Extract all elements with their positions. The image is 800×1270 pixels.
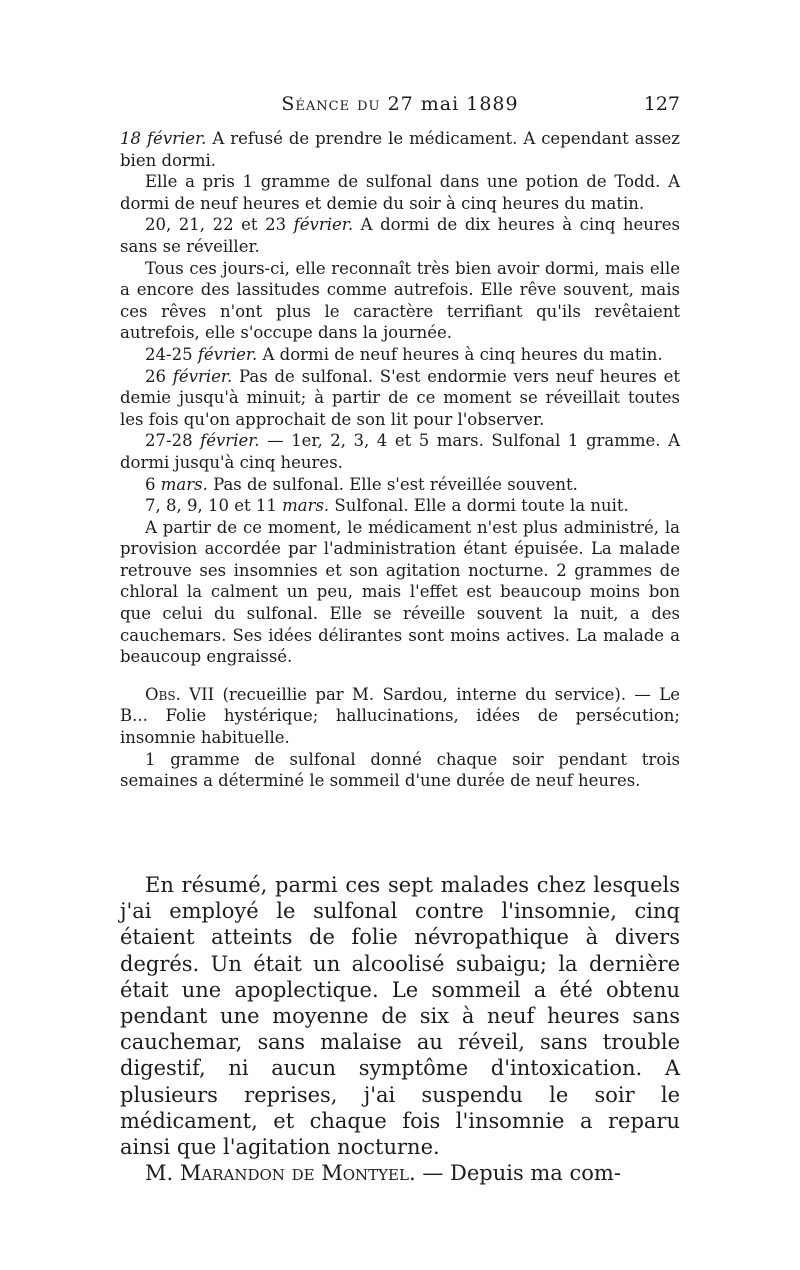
date-lead: 24-25 [145, 344, 198, 364]
paragraph-5 [120, 344, 680, 366]
date-lead: 20, 21, 22 et 23 [145, 215, 294, 235]
paragraph-7 [120, 430, 680, 473]
observation-intro: (recueillie par M. Sardou, interne du service). — Le B... Folie hystérique; hallucinations, idées de persécution; insomnie habituelle. [120, 684, 680, 748]
observation-label: Obs. VII [145, 684, 215, 704]
running-title-date: 27 mai 1889 [387, 93, 519, 115]
paragraph-text: Pas de sulfonal. Elle s'est réveillée souvent. [207, 474, 578, 494]
case-notes [120, 128, 680, 792]
date-lead: 6 [145, 474, 161, 494]
paragraph-4 [120, 258, 680, 344]
paragraph-1 [120, 128, 680, 171]
date-lead: 26 [145, 366, 173, 386]
running-title [120, 92, 680, 116]
paragraph-text: A partir de ce moment, le médicament n'est plus administré, la provision accordée par l'administration étant épuisée. La malade retrouve ses insomnies et son agitation nocturne. 2 grammes de chloral la calment un peu, mais l'effet est beaucoup moins bon que celui du sulfonal. Elle se réveille souvent la nuit, a des cauchemars. Ses idées délirantes sont moins actives. La malade a beaucoup engraissé. [120, 517, 680, 667]
paragraph-text: Sulfonal. Elle a dormi toute la nuit. [329, 496, 629, 516]
speaker-paragraph [120, 1160, 680, 1186]
running-title-prefix: Séance du [281, 93, 381, 115]
main-text [120, 872, 680, 1186]
date-lead: 7, 8, 9, 10 et 11 [145, 496, 283, 516]
paragraph-text: 1 gramme de sulfonal donné chaque soir pendant trois semaines a déterminé le sommeil d'une durée de neuf heures. [120, 749, 680, 791]
date-label: février. [200, 431, 260, 451]
date-lead: 27-28 [145, 431, 201, 451]
paragraph-6 [120, 366, 680, 431]
paragraph-text: A dormi de neuf heures à cinq heures du matin. [257, 344, 663, 364]
date-label: mars. [160, 474, 208, 494]
paragraph-text: A refusé de prendre le médicament. A cependant assez bien dormi. [120, 129, 680, 170]
paragraph-text: Tous ces jours-ci, elle reconnaît très bien avoir dormi, mais elle a encore des lassitudes comme autrefois. Elle rêve souvent, mais ces rêves n'ont plus le caractère terrifiant qu'ils revêtaient autrefois, elle s'occupe dans la journée. [120, 258, 680, 343]
paragraph-text: — 1er, 2, 3, 4 et 5 mars. Sulfonal 1 gramme. A dormi jusqu'à cinq heures. [120, 431, 680, 472]
date-label: mars. [282, 496, 330, 516]
page-number: 127 [643, 93, 680, 115]
speaker-text: — Depuis ma com- [415, 1161, 621, 1186]
date-label: février. [293, 215, 354, 235]
paragraph-text: Elle a pris 1 gramme de sulfonal dans une potion de Todd. A dormi de neuf heures et demie du soir à cinq heures du matin. [120, 172, 680, 213]
summary-paragraph: En résumé, parmi ces sept malades chez lesquels j'ai employé le sulfonal contre l'insomnie, cinq étaient atteints de folie névropathique à divers degrés. Un était un alcoolisé subaigu; la dernière était une apoplectique. Le sommeil a été obtenu pendant une moyenne de six à neuf heures sans cauchemar, sans malaise au réveil, sans trouble digestif, ni aucun symptôme d'intoxication. A plusieurs reprises, j'ai suspendu le soir le médicament, et chaque fois l'insomnie a reparu ainsi que l'agitation nocturne. [120, 873, 680, 1160]
paragraph-9 [120, 495, 680, 517]
paragraph-3 [120, 214, 680, 257]
date-label: février. [197, 344, 258, 364]
paragraph-text: A dormi de dix heures à cinq heures sans se réveiller. [120, 215, 680, 256]
speaker-name: M. Marandon de Montyel. [145, 1161, 416, 1186]
paragraph-10 [120, 517, 680, 668]
observation-text [120, 749, 680, 792]
paragraph-text: Pas de sulfonal. S'est endormie vers neuf heures et demie jusqu'à minuit; à partir de ce moment se réveillait toutes les fois qu'on approchait de son lit pour l'observer. [120, 366, 681, 429]
date-label: 18 février. [120, 129, 207, 148]
observation-heading [120, 684, 680, 749]
date-label: février. [172, 366, 233, 386]
paragraph-8 [120, 474, 680, 496]
paragraph-2 [120, 171, 680, 214]
